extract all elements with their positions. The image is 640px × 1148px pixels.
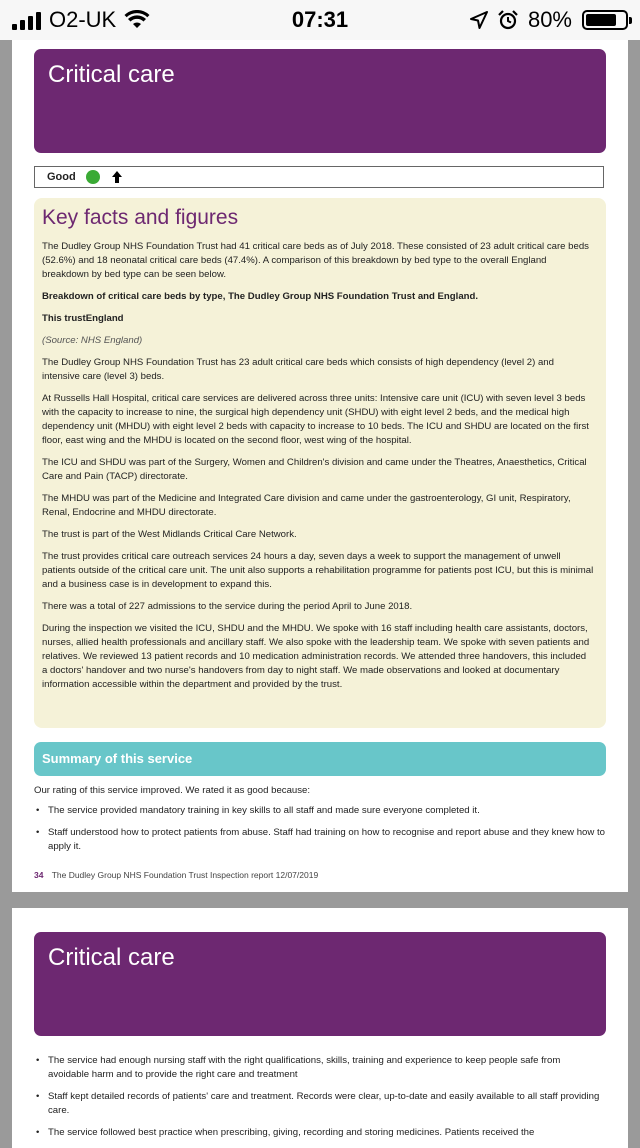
summary-intro: Our rating of this service improved. We rated it as good because: (34, 785, 311, 796)
list-item: • The service had enough nursing staff with the right qualifications, skills, training and experience to keep people safe from avoidable harm and to provide the right care and treatment (34, 1054, 604, 1082)
key-facts-panel (34, 198, 606, 728)
key-facts-paragraph: At Russells Hall Hospital, critical care services are delivered across three units: Intensive care unit (ICU) with seven level 3 beds with the capacity to increase to nine, the surgical high dependency unit (SHDU) with eight level 2 beds, and the medical high dependency unit (MHDU) with eight level 2 beds with capacity to increase to 10 beds. The ICU and SHDU are located on the first floor, east wing and the MHDU is located on the second floor, west wing of the hospital. (42, 393, 589, 446)
key-facts-body (42, 240, 594, 700)
battery-icon (582, 10, 628, 30)
summary-content (34, 784, 606, 862)
rating-dot-icon (86, 170, 100, 184)
key-facts-paragraph: During the inspection we visited the ICU, SHDU and the MHDU. We spoke with 16 staff including health care assistants, doctors, nurses, allied health professionals and ancillary staff. We also spoke with the leadership team. We spoke with seven patients and relatives. We reviewed 13 patient records and 10 medication administration records. We attended three handovers, this included a doctors' handover and two nurse's handovers from day to night staff. We made observations and looked at documentary information accessible within the department and provided by the trust. (42, 623, 590, 690)
section-title: Critical care (48, 61, 175, 88)
key-facts-paragraph: The trust provides critical care outreach services 24 hours a day, seven days a week to support the management of unwell patients outside of the critical care unit. The unit also supports a rehabilitation programme for patients post ICU, but this is minimal and a business case is in development to expand this. (42, 551, 594, 590)
clock: 07:31 (291, 7, 349, 32)
status-bar (0, 0, 640, 40)
summary-title: Summary of this service (42, 751, 193, 766)
page2-bullet-list (34, 1054, 604, 1148)
list-item: • The service followed best practice when prescribing, giving, recording and storing medicines. Patients received the (34, 1126, 604, 1140)
battery-percentage: 80% (527, 7, 572, 32)
key-facts-paragraph: There was a total of 227 admissions to the service during the period April to June 2018. (42, 601, 413, 612)
location-arrow-icon (470, 11, 488, 29)
rating-label: Good (47, 171, 76, 183)
list-item: • Staff kept detailed records of patients' care and treatment. Records were clear, up-to-date and easily available to all staff providing care. (34, 1090, 604, 1118)
page-footer (34, 870, 318, 880)
status-bar-right (470, 6, 628, 34)
key-facts-paragraph: The trust is part of the West Midlands Critical Care Network. (42, 529, 297, 540)
footer-text: The Dudley Group NHS Foundation Trust Inspection report 12/07/2019 (51, 870, 319, 880)
chart-heading: Breakdown of critical care beds by type, The Dudley Group NHS Foundation Trust and England. (42, 291, 479, 302)
summary-bullet-list (34, 804, 606, 854)
document-page-1 (12, 40, 628, 892)
document-page-2 (12, 908, 628, 1148)
summary-header (34, 742, 606, 776)
key-facts-paragraph: The Dudley Group NHS Foundation Trust had 41 critical care beds as of July 2018. These consisted of 23 adult critical care beds (52.6%) and 18 neonatal critical care beds (47.4%). A comparison of this breakdown by bed type to the overall England breakdown by bed type can be seen below. (42, 241, 589, 280)
key-facts-paragraph: The ICU and SHDU was part of the Surgery, Women and Children's division and came under the Theatres, Anaesthetics, Critical Care and Pain (TACP) directorate. (42, 457, 587, 482)
list-item: • Staff understood how to protect patients from abuse. Staff had training on how to recognise and report abuse and they knew how to apply it. (34, 826, 606, 854)
source-note: (Source: NHS England) (42, 335, 143, 346)
section-banner (34, 932, 606, 1036)
page-number: 34 (34, 870, 44, 880)
section-banner (34, 49, 606, 153)
key-facts-paragraph: The MHDU was part of the Medicine and Integrated Care division and came under the gastroenterology, GI unit, Respiratory, Renal, Endocrine and MHDU directorate. (42, 493, 571, 518)
key-facts-paragraph: The Dudley Group NHS Foundation Trust has 23 adult critical care beds which consists of high dependency (level 2) and intensive care (level 3) beds. (42, 357, 554, 382)
arrow-up-icon (110, 170, 124, 184)
list-item: • The service provided mandatory training in key skills to all staff and made sure everyone completed it. (34, 804, 606, 818)
rating-box (34, 166, 604, 188)
carrier-name: O2-UK (49, 7, 117, 32)
alarm-icon (498, 10, 518, 30)
key-facts-title: Key facts and figures (42, 206, 239, 229)
section-title: Critical care (48, 944, 175, 971)
chart-legend: This trustEngland (42, 313, 124, 324)
battery-fill (586, 14, 616, 26)
